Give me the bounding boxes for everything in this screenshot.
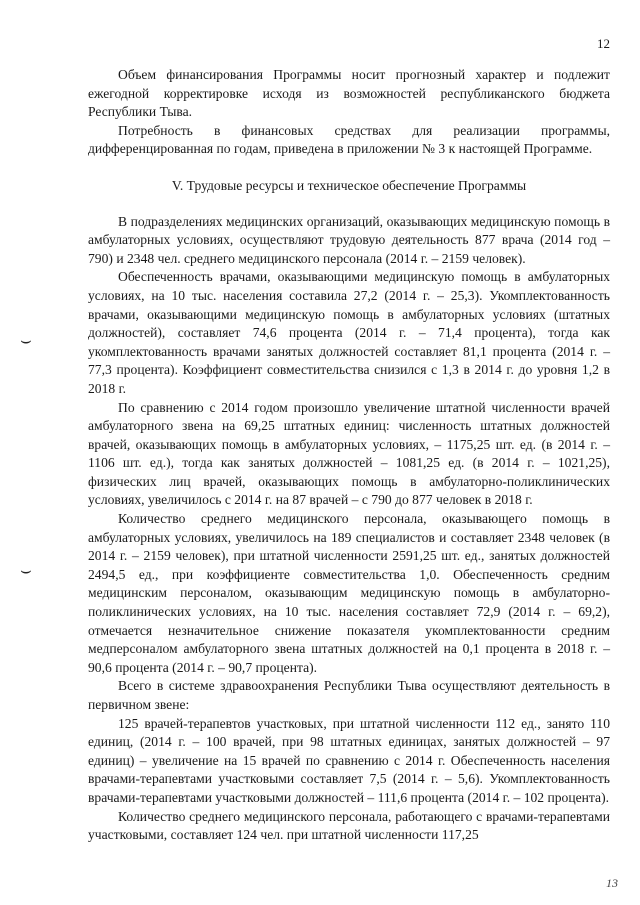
paragraph: 125 врачей-терапевтов участковых, при штатной численности 112 ед., занято 110 единиц, (2014 г. – 100 врачей, при 98 штатных единицах, занятых должностей – 97 единиц) – увеличение на 15 врачей по сравнению с 2014 г. Обеспеченность населения врачами-терапевтами участковыми составляет 7,5 (2014 г. – 5,6). Укомплектованность врачами-терапевтами участковыми должностей – 111,6 процента (2014 г. – 102 процента).	[88, 715, 610, 805]
paragraph: Количество среднего медицинского персонала, работающего с врачами-терапевтами участковыми, составляет 124 чел. при штатной численности 117,25	[88, 808, 610, 843]
handwritten-page-number: 13	[606, 876, 618, 890]
paragraph: По сравнению с 2014 годом произошло увеличение штатной численности врачей амбулаторного звена на 69,25 штатных единиц: численность штатных должностей врачей, оказывающих помощь в амбулаторных условиях, – 1175,25 шт. ед. (в 2014 г. – 1106 шт. ед.), тогда как занятых должностей – 1081,25 ед. (в 2014 г. – 1021,25), физических лиц врачей, оказывающих помощь в амбулаторно-поликлинических условиях, увеличилось с 2014 г. на 87 врачей – с 790 до 877 человек в 2018 г.	[88, 399, 610, 508]
paragraph: Потребность в финансовых средствах для реализации программы, дифференцированная по годам, приведена в приложении № 3 к настоящей Программе.	[88, 122, 610, 157]
paragraph: В подразделениях медицинских организаций, оказывающих медицинскую помощь в амбулаторных условиях, осуществляют трудовую деятельность 877 врача (2014 год – 790) и 2348 чел. среднего медицинского персонала (2014 г. – 2159 человек).	[88, 213, 610, 266]
paragraph: Всего в системе здравоохранения Республики Тыва осуществляют деятельность в первичном звене:	[88, 678, 610, 712]
document-body	[88, 66, 610, 845]
margin-mark: ⌣	[20, 560, 32, 580]
margin-mark: ⌣	[20, 330, 32, 350]
paragraph: Обеспеченность врачами, оказывающими медицинскую помощь в амбулаторных условиях, на 10 тыс. населения составила 27,2 (2014 г. – 25,3). Укомплектованность врачами, оказывающими медицинскую помощь в амбулаторных условиях (штатных должностей), составляет 74,6 процента (2014 г. – 71,4 процента), тогда как укомплектованность врачами занятых должностей составляет 81,1 процента (2014 г. – 77,3 процента). Коэффициент совместительства снизился с 1,3 в 2014 г. до уровня 1,2 в 2018 г.	[88, 269, 610, 396]
section-heading: V. Трудовые ресурсы и техническое обеспечение Программы	[171, 177, 527, 193]
page-number: 12	[597, 36, 610, 51]
paragraph: Объем финансирования Программы носит прогнозный характер и подлежит ежегодной корректировке исходя из возможностей республиканского бюджета Республики Тыва.	[88, 67, 610, 120]
paragraph: Количество среднего медицинского персонала, оказывающего помощь в амбулаторных условиях, увеличилось на 189 специалистов и составляет 2348 человек (в 2014 г. – 2159 человек), при штатной численности 2591,25 шт. ед., занятых должностей 2494,5 ед., при коэффициенте совместительства 1,0. Обеспеченность средним медицинским персоналом, оказывающим медицинскую помощь в амбулаторно-поликлинических условиях, на 10 тыс. населения составляет 72,9 (2014 г. – 69,2), отмечается незначительное снижение показателя укомплектованности средним медперсоналом амбулаторного звена штатных должностей на 0,1 процента в 2018 г. – 90,6 процента (2014 г. – 90,7 процента).	[88, 511, 610, 675]
